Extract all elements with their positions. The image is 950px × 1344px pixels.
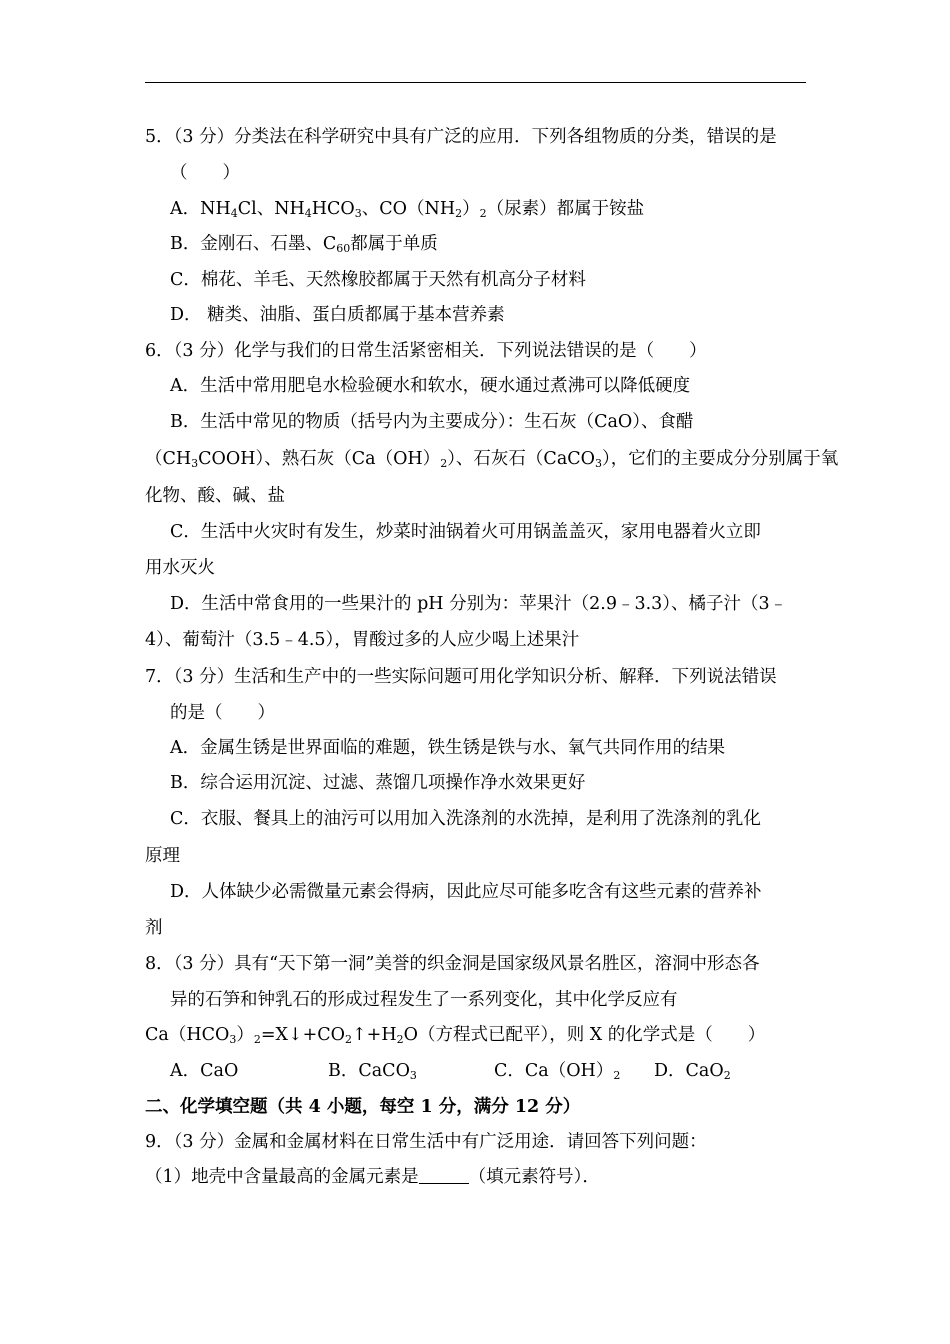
- q7-option-a: A．金属生锈是世界面临的难题，铁生锈是铁与水、氧气共同作用的结果: [170, 738, 726, 758]
- q6-option-d-line1: D．生活中常食用的一些果汁的 pH 分别为：苹果汁（2.9﹣3.3）、橘子汁（3﹣: [170, 594, 788, 614]
- q6-option-a: A．生活中常用肥皂水检验硬水和软水，硬水通过煮沸可以降低硬度: [170, 376, 691, 396]
- q7-option-c-line2: 原理: [145, 846, 180, 866]
- q8-option-a: A．CaO: [170, 1061, 239, 1081]
- q8-stem-line2: 异的石笋和钟乳石的形成过程发生了一系列变化，其中化学反应有: [170, 990, 678, 1010]
- q8-option-c: C．$Ca(OH)_2$: [494, 1061, 621, 1082]
- q7-option-d-line1: D．人体缺少必需微量元素会得病，因此应尽可能多吃含有这些元素的营养补: [170, 882, 762, 902]
- q5-option-d: D． 糖类、油脂、蛋白质都属于基本营养素: [170, 305, 505, 325]
- q5-answer-paren: （ ）: [170, 163, 240, 183]
- q7-stem-line2: 的是（ ）: [170, 703, 275, 723]
- q6-option-c-line2: 用水灭火: [145, 558, 215, 578]
- q7-option-d-line2: 剂: [145, 918, 163, 938]
- q6-option-d-line2: 4）、葡萄汁（3.5﹣4.5），胃酸过多的人应少喝上述果汁: [145, 630, 580, 650]
- q6-option-b-line3: 化物、酸、碱、盐: [145, 486, 285, 506]
- q5-stem: 5．（3 分）分类法在科学研究中具有广泛的应用．下列各组物质的分类，错误的是: [145, 127, 777, 147]
- q6-option-c-line1: C．生活中火灾时有发生，炒菜时油锅着火可用锅盖盖灭，家用电器着火立即: [170, 522, 761, 542]
- q7-stem: 7．（3 分）生活和生产中的一些实际问题可用化学知识分析、解释．下列说法错误: [145, 667, 777, 687]
- q8-option-d: D．CaO$_2$: [654, 1061, 731, 1082]
- q8-option-b: B．CaCO$_3$: [328, 1061, 417, 1082]
- q5-option-b: B．金刚石、石墨、$C_{60}$都属于单质: [170, 234, 438, 255]
- q8-stem: 8．（3 分）具有“天下第一洞”美誉的织金洞是国家级风景名胜区，溶洞中形态各: [145, 954, 760, 974]
- header-rule: [145, 82, 806, 83]
- q5-option-a: A．$NH_4Cl$、$NH_4HCO_3$、$CO(NH_2)_2$（尿素）都属于铵盐: [170, 199, 645, 220]
- section-heading: 二、化学填空题（共 4 小题，每空 1 分，满分 12 分）: [145, 1097, 581, 1117]
- q5-option-c: C．棉花、羊毛、天然橡胶都属于天然有机高分子材料: [170, 270, 586, 290]
- answer-blank[interactable]: [419, 1167, 469, 1184]
- q7-option-c-line1: C．衣服、餐具上的油污可以用加入洗涤剂的水洗掉，是利用了洗涤剂的乳化: [170, 809, 761, 829]
- q6-option-b-line1: B．生活中常见的物质（括号内为主要成分）：生石灰（CaO）、食醋: [170, 412, 694, 432]
- q6-option-b-line2: $(CH_3COOH)$、熟石灰$(Ca(OH)_2)$、石灰石（CaCO$_3$），它们的主要成分分别属于氧: [145, 449, 839, 470]
- q6-stem: 6．（3 分）化学与我们的日常生活紧密相关．下列说法错误的是（ ）: [145, 341, 707, 361]
- q9-stem: 9．（3 分）金属和金属材料在日常生活中有广泛用途．请回答下列问题：: [145, 1132, 707, 1152]
- q9-subquestion-1: （1）地壳中含量最高的金属元素是 （填元素符号）．: [145, 1167, 600, 1187]
- q7-option-b: B．综合运用沉淀、过滤、蒸馏几项操作净水效果更好: [170, 773, 586, 793]
- q8-equation: $Ca(HCO_3)_2=X↓+CO_2↑+H_2O$（方程式已配平），则 X 的化学式是（ ）: [145, 1025, 766, 1046]
